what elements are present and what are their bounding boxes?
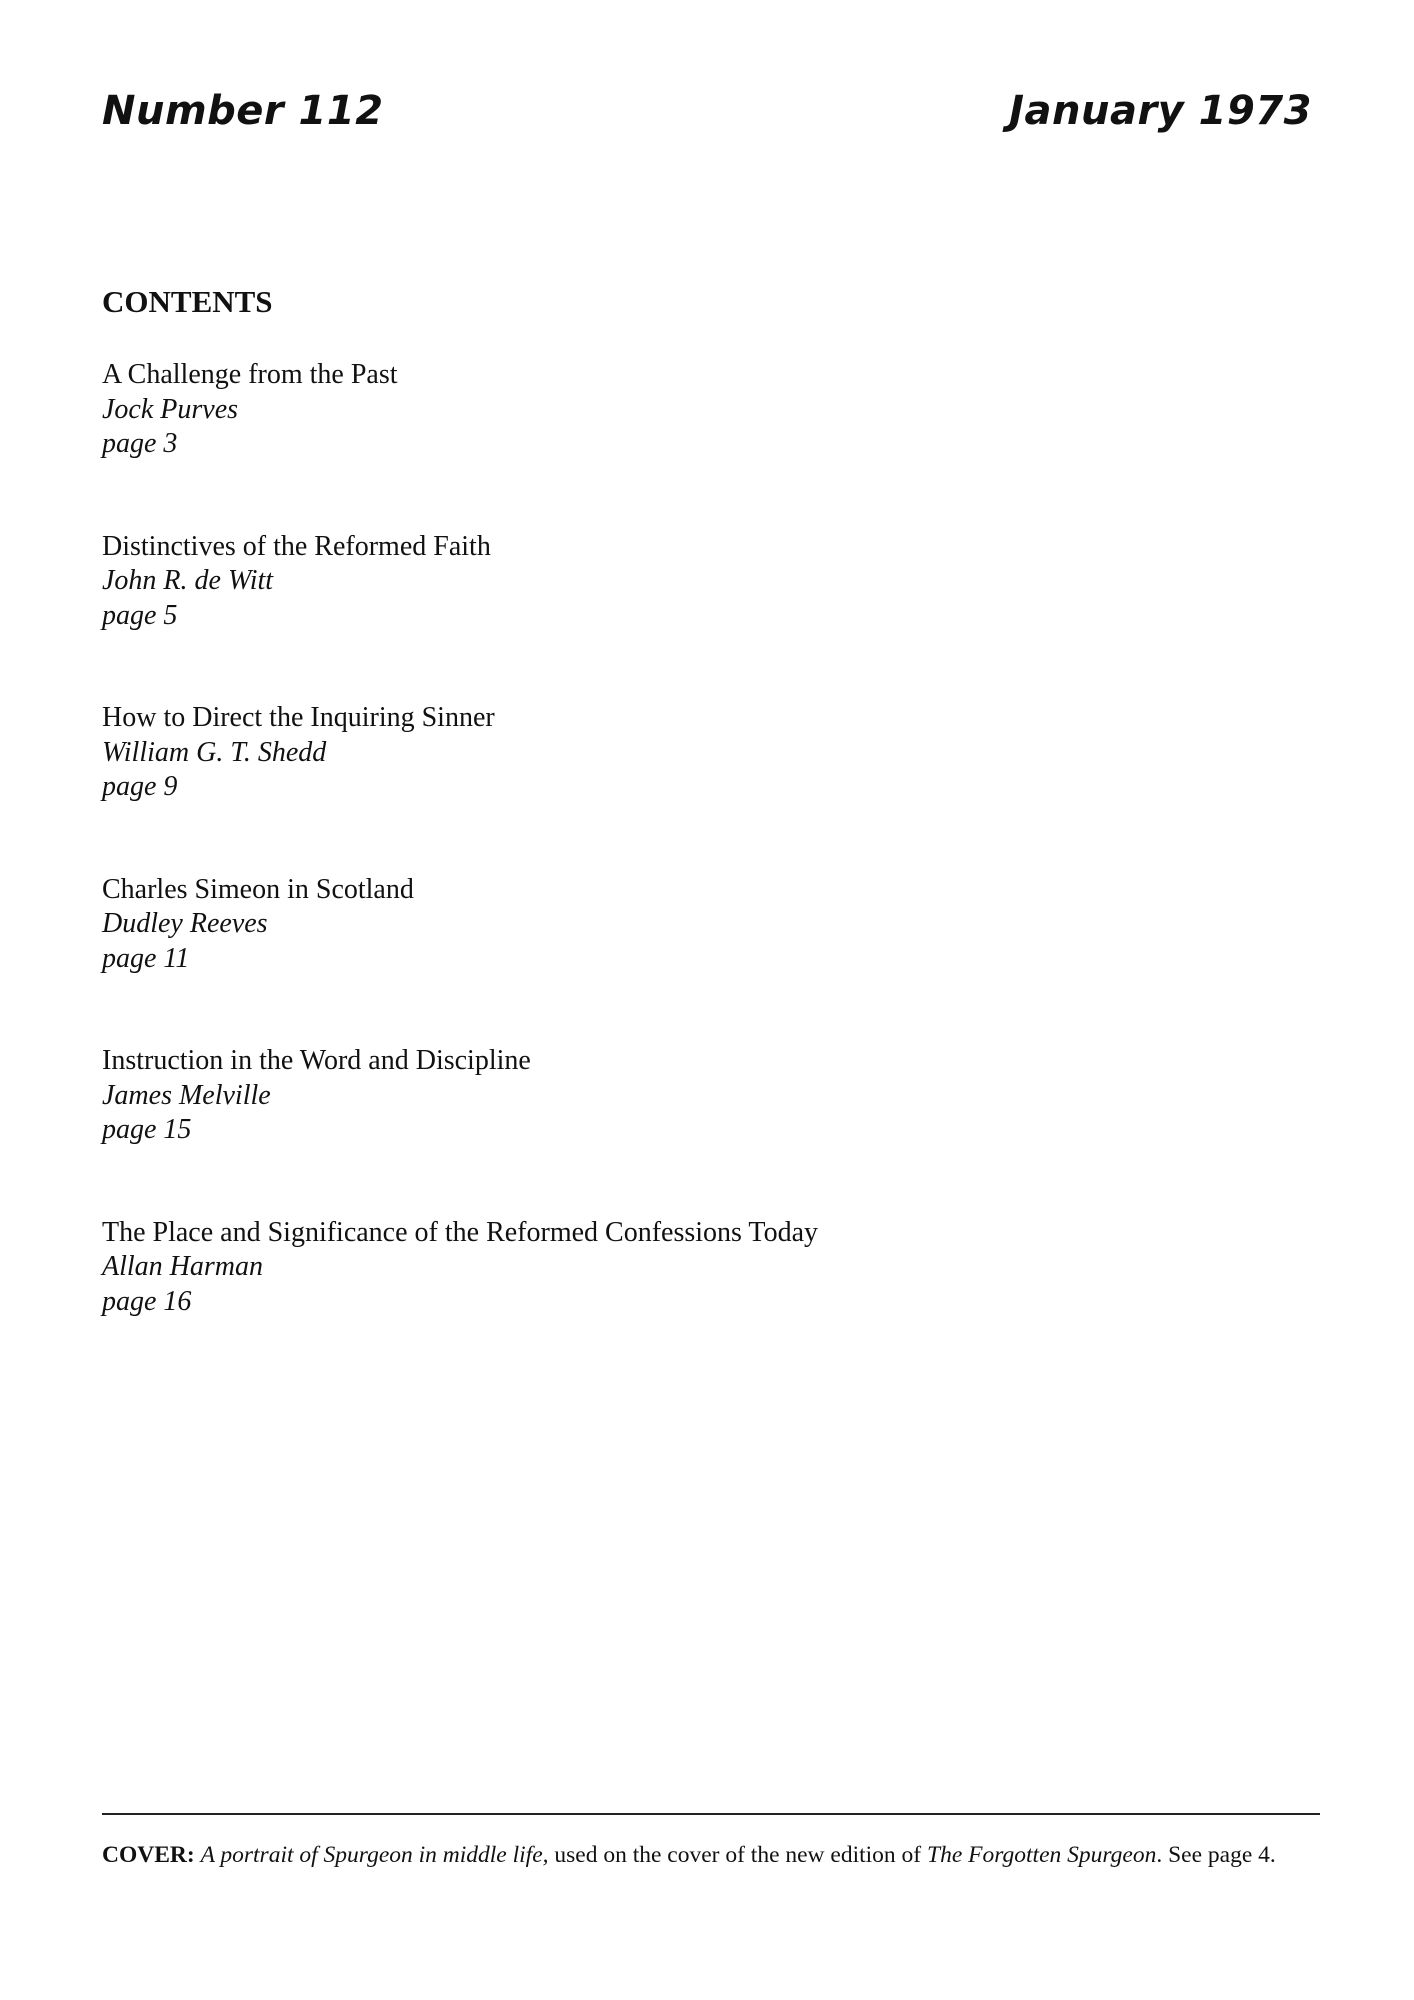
article-title: Charles Simeon in Scotland <box>102 873 414 905</box>
article-page: page 16 <box>102 1285 192 1317</box>
cover-middle-text: used on the cover of the new edition of <box>554 1842 922 1868</box>
cover-label: COVER: <box>102 1842 195 1868</box>
article-title: The Place and Significance of the Reformed Confessions Today <box>102 1216 818 1248</box>
article-author: James Melville <box>102 1079 271 1111</box>
toc-entry <box>102 530 1202 634</box>
footer-divider <box>102 1813 1320 1815</box>
book-title: The Forgotten Spurgeon <box>927 1842 1157 1868</box>
cover-note <box>102 1840 1320 1871</box>
issue-date: January 1973 <box>1009 88 1312 134</box>
article-title: How to Direct the Inquiring Sinner <box>102 702 495 733</box>
toc-entry <box>102 1216 1202 1320</box>
cover-description: A portrait of Spurgeon in middle life, <box>200 1842 549 1868</box>
article-page: page 11 <box>102 942 190 974</box>
article-page: page 5 <box>102 599 178 631</box>
article-author: William G. T. Shedd <box>102 736 327 768</box>
cover-end-text: . See page 4. <box>1156 1842 1276 1868</box>
article-author: John R. de Witt <box>102 565 274 596</box>
toc-entry <box>102 1044 1202 1148</box>
toc-entry <box>102 701 1202 805</box>
article-title: A Challenge from the Past <box>102 359 398 390</box>
article-title: Instruction in the Word and Discipline <box>102 1045 531 1076</box>
article-author: Dudley Reeves <box>102 908 268 939</box>
article-author: Allan Harman <box>102 1251 263 1282</box>
article-page: page 9 <box>102 771 178 802</box>
article-title: Distinctives of the Reformed Faith <box>102 530 491 562</box>
toc-entry <box>102 873 1202 977</box>
issue-number: Number 112 <box>102 88 384 134</box>
table-of-contents <box>102 358 1202 1387</box>
article-page: page 3 <box>102 428 178 459</box>
contents-heading: CONTENTS <box>102 284 273 319</box>
article-page: page 15 <box>102 1114 192 1145</box>
article-author: Jock Purves <box>102 393 239 425</box>
toc-entry <box>102 358 1202 462</box>
page-header <box>102 88 1312 148</box>
